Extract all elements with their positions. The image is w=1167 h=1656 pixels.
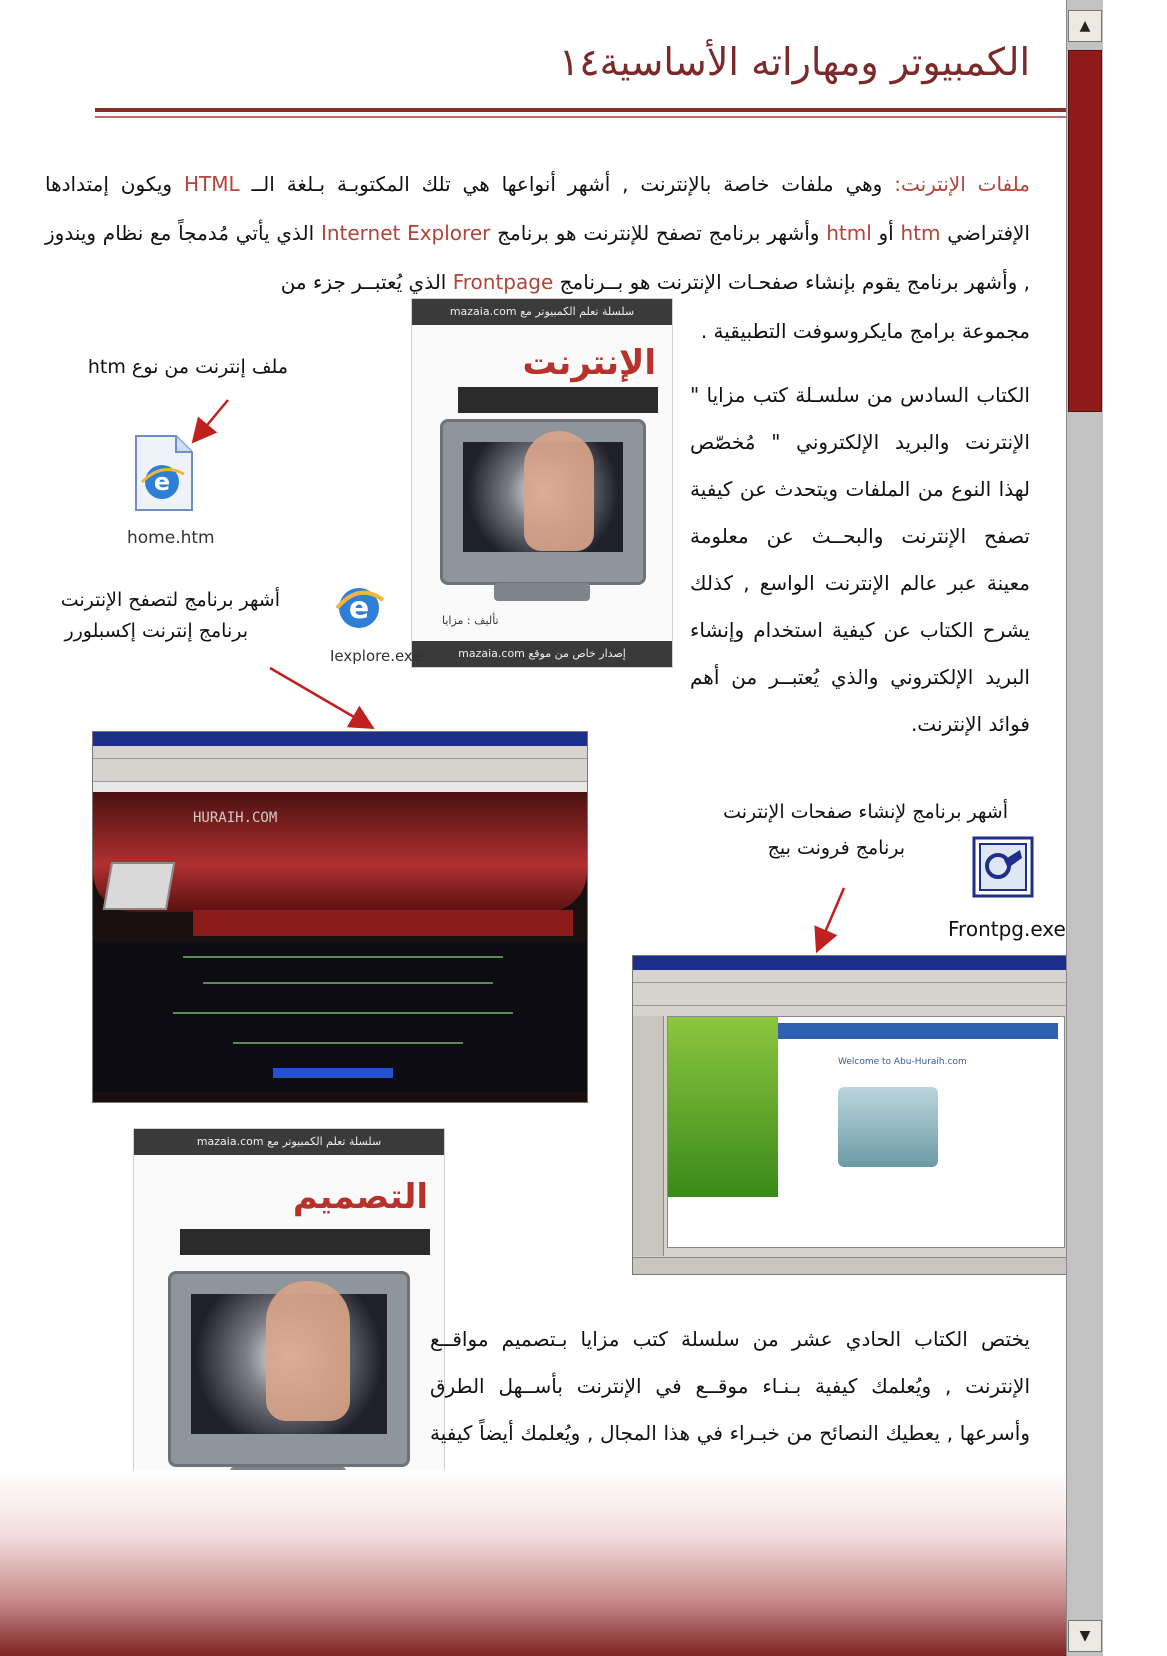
scroll-up-button[interactable]: [1068, 10, 1102, 42]
book-subtitle-strip: [458, 387, 658, 413]
frontpage-icon: [972, 836, 1034, 898]
window-toolbar: [93, 759, 587, 782]
window-toolbar: [633, 983, 1071, 1006]
arrow-down-icon: ▼: [1079, 1628, 1091, 1644]
header-title: الكمبيوتر ومهاراته الأساسية: [599, 40, 1030, 84]
htm-file-icon: [128, 432, 198, 514]
arrow-up-icon: ▲: [1079, 18, 1091, 34]
label-frontpage-line2: برنامج فرونت بيج: [767, 837, 905, 859]
html-keyword: HTML: [183, 172, 240, 196]
content-link: [273, 1068, 393, 1078]
hand-illustration: [524, 431, 594, 551]
paragraph-bottom: يختص الكتاب الحادي عشر من سلسلة كتب مزايا بـتصميم مواقــع الإنترنت , ويُعلمك كيفية بـنـاء موقــع في الإنترنت بأســهل الطرق وأسرعها , يعطيك النصائح من خبـراء في هذا المجال , ويُعلمك أيضاً كيفية: [430, 1327, 1030, 1445]
book-top-bar: سلسلة تعلم الكمبيوتر مع mazaia.com: [134, 1129, 444, 1155]
arrow-to-frontpage-screenshot: [820, 888, 844, 944]
site-banner: [93, 792, 587, 912]
para-text: ويكون إمتدادها الإفتراضي: [45, 172, 1030, 245]
book-title: التصميم: [292, 1177, 428, 1217]
scrollbar-thumb[interactable]: [1068, 50, 1102, 412]
window-menubar: [633, 970, 1071, 983]
computer-illustration: [838, 1087, 938, 1167]
frontpg-caption: Frontpg.exe: [948, 917, 1066, 941]
label-ie-line1: أشهر برنامج لتصفح الإنترنت: [60, 589, 280, 611]
header-rule: [95, 108, 1080, 112]
home-htm-caption: home.htm: [127, 528, 215, 548]
window-titlebar: [633, 956, 1071, 970]
hand-illustration: [266, 1281, 350, 1421]
iexplore-caption: Iexplore.exe: [330, 647, 422, 665]
svg-text:e: e: [153, 468, 171, 496]
content-line: [233, 1042, 463, 1044]
para-text: الذي يُعتبــر جزء من: [280, 270, 453, 294]
site-nav-bar: [193, 910, 573, 936]
views-bar: [633, 1016, 664, 1256]
htm-keyword: htm: [900, 221, 941, 245]
label-htm-file: ملف إنترنت من نوع htm: [87, 356, 288, 378]
editor-page: [667, 1016, 1065, 1248]
paragraph-side: الكتاب السادس من سلسـلة كتب مزايا " الإنترنت والبريد الإلكتروني " مُخصّص لهذا النوع من الملفات ويتحدث عن كيفية تصفح الإنترنت والبحــث عن معلومة معينة عبر عالم الإنترنت الواسع , كذلك يشرح الكتاب عن كيفية استخدام وإنشاء البريد الإلكتروني والذي يُعتبــر من أهم فوائد الإنترنت.: [690, 383, 1030, 736]
frontpage-keyword: Frontpage: [452, 270, 554, 294]
page-header: [515, 40, 1030, 84]
page-number: ١٤: [558, 40, 600, 84]
site-content: [93, 942, 587, 1092]
arrow-to-htm-icon: [198, 400, 228, 436]
page-green-sidebar: [668, 1017, 778, 1197]
ie-keyword: Internet Explorer: [320, 221, 491, 245]
para-text: وأشهر برنامج تصفح للإنترنت هو برنامج: [490, 221, 827, 245]
book-top-bar: سلسلة تعلم الكمبيوتر مع mazaia.com: [412, 299, 672, 325]
internet-explorer-icon: [333, 578, 387, 634]
para-text: الذي يأتي مُدمجاً مع نظام ويندوز , وأشهر برنامج يقوم بإنشاء صفحـات الإنترنت هو بــرنامج: [45, 221, 1030, 294]
content-line: [173, 1012, 513, 1014]
svg-text:e: e: [348, 591, 370, 626]
frontpage-screenshot: [632, 955, 1072, 1275]
book-cover-internet: [411, 298, 673, 668]
content-line: [183, 956, 503, 958]
scroll-down-button[interactable]: [1068, 1620, 1102, 1652]
window-titlebar: [93, 732, 587, 746]
para-text: وهي ملفات خاصة بالإنترنت , أشهر أنواعها هي تلك المكتوبـة بـلغة الــ: [239, 172, 895, 196]
label-ie-line2: برنامج إنترنت إكسبلورر: [64, 620, 248, 642]
book-subtitle-strip: [180, 1229, 430, 1255]
content-line: [203, 982, 493, 984]
laptop-illustration: [103, 862, 175, 910]
book-author: تأليف : مزايا: [442, 614, 499, 627]
book-bottom-bar: إصدار خاص من موقع mazaia.com: [412, 641, 672, 667]
para-text: أو: [871, 221, 901, 245]
arrow-to-ie-screenshot: [270, 668, 366, 724]
book-title: الإنترنت: [522, 343, 656, 383]
term-label: ملفات الإنترنت:: [894, 172, 1030, 196]
site-name: HURAIH.COM: [193, 810, 278, 826]
window-menubar: [93, 746, 587, 759]
page-nav-bar: [778, 1023, 1058, 1039]
internet-explorer-screenshot: [92, 731, 588, 1103]
monitor-stand: [494, 583, 590, 601]
window-statusbar: [633, 1257, 1071, 1274]
page-welcome: Welcome to Abu-Huraih.com: [838, 1057, 967, 1067]
header-rule-thin: [95, 116, 1080, 118]
bottom-decorative-band: [0, 1470, 1066, 1656]
html-lower-keyword: html: [826, 221, 872, 245]
label-frontpage-line1: أشهر برنامج لإنشاء صفحات الإنترنت: [723, 801, 1008, 823]
para-line4: مجموعة برامج مايكروسوفت التطبيقية .: [700, 319, 1030, 343]
